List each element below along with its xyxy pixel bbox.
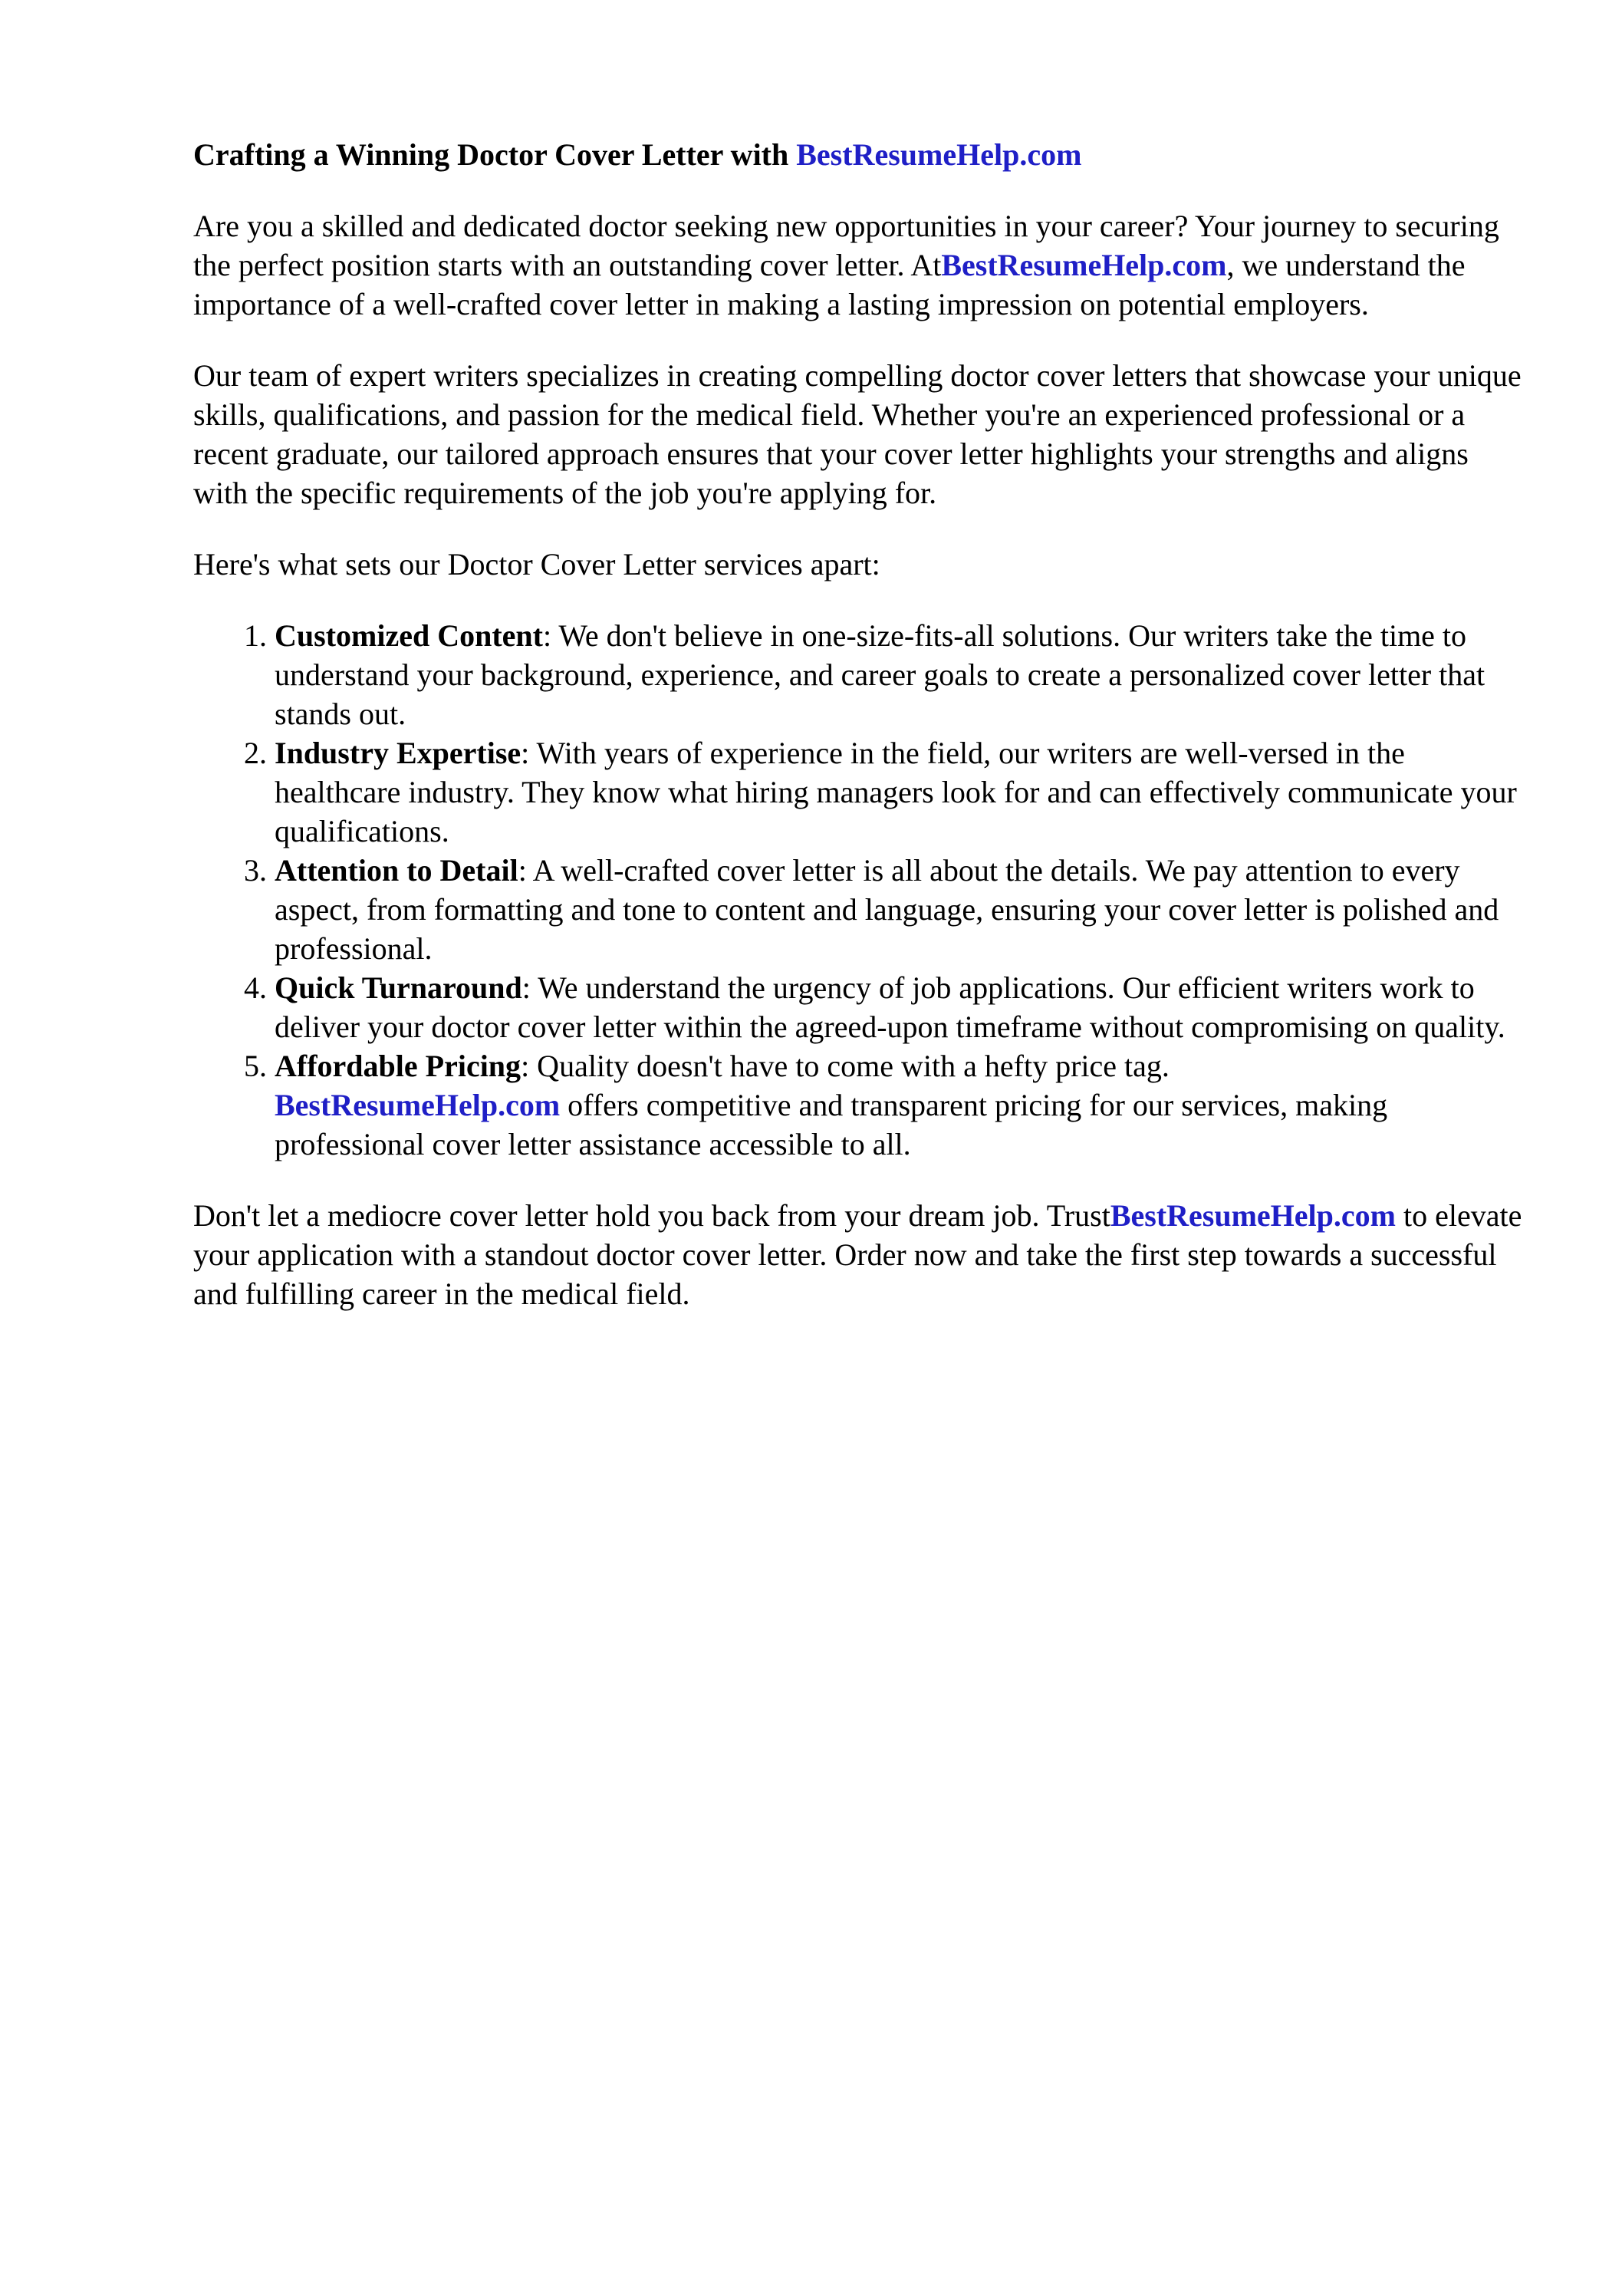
intro-text-part2: , we understand the importance of a well-crafted cover letter in making a lasting impression on potential employers. bbox=[193, 248, 1466, 321]
service-text: : We understand the urgency of job applications. Our efficient writers work to deliver your doctor cover letter within the agreed-upon timeframe without compromising on quality. bbox=[275, 970, 1505, 1044]
closing-text-part1: Don't let a mediocre cover letter hold you back from your dream job. Trust bbox=[193, 1198, 1110, 1233]
title-text: Crafting a Winning Doctor Cover Letter with bbox=[193, 137, 789, 172]
intro-brand-link[interactable]: BestResumeHelp.com bbox=[941, 248, 1227, 282]
intro-text-part1: Are you a skilled and dedicated doctor seeking new opportunities in your career? Your journey to securing the perfect position starts with an outstanding cover letter. At bbox=[193, 209, 1499, 282]
title-brand-link[interactable]: BestResumeHelp.com bbox=[796, 137, 1082, 172]
document-page bbox=[193, 135, 1528, 1346]
closing-brand-link[interactable]: BestResumeHelp.com bbox=[1110, 1198, 1396, 1233]
team-paragraph: Our team of expert writers specializes in creating compelling doctor cover letters that showcase your unique skills, qualifications, and passion for the medical field. Whether you're an experienced professional or a recent graduate, our tailored approach ensures that your cover letter highlights your strengths and aligns with the specific requirements of the job you're applying for. bbox=[193, 358, 1522, 510]
closing-text-part2: to elevate your application with a standout doctor cover letter. Order now and take the first step towards a successful and fulfilling career in the medical field. bbox=[193, 1198, 1522, 1311]
list-item bbox=[275, 968, 1528, 1046]
service-heading: Customized Content bbox=[275, 618, 543, 653]
list-item bbox=[275, 616, 1528, 733]
service-text: : Quality doesn't have to come with a hefty price tag. bbox=[521, 1049, 1170, 1083]
document-title bbox=[193, 135, 1528, 174]
service-heading: Industry Expertise bbox=[275, 736, 521, 770]
list-item bbox=[275, 733, 1528, 851]
services-intro: Here's what sets our Doctor Cover Letter services apart: bbox=[193, 547, 880, 581]
service-text: : We don't believe in one-size-fits-all solutions. Our writers take the time to understand your background, experience, and career goals to create a personalized cover letter that stands out. bbox=[275, 618, 1485, 731]
service-text: : A well-crafted cover letter is all about the details. We pay attention to every aspect, from formatting and tone to content and language, ensuring your cover letter is polished and professional. bbox=[275, 853, 1499, 966]
services-list bbox=[193, 616, 1528, 1164]
closing-paragraph bbox=[193, 1196, 1528, 1313]
service-text-after-link: offers competitive and transparent pricing for our services, making professional cover letter assistance accessible to all. bbox=[275, 1088, 1388, 1161]
list-item bbox=[275, 851, 1528, 968]
pricing-brand-link[interactable]: BestResumeHelp.com bbox=[275, 1088, 561, 1122]
list-item bbox=[275, 1046, 1528, 1164]
service-heading: Attention to Detail bbox=[275, 853, 518, 888]
service-heading: Affordable Pricing bbox=[275, 1049, 521, 1083]
service-text: : With years of experience in the field, our writers are well-versed in the healthcare industry. They know what hiring managers look for and can effectively communicate your qualifications. bbox=[275, 736, 1517, 848]
service-heading: Quick Turnaround bbox=[275, 970, 522, 1005]
intro-paragraph bbox=[193, 206, 1528, 324]
